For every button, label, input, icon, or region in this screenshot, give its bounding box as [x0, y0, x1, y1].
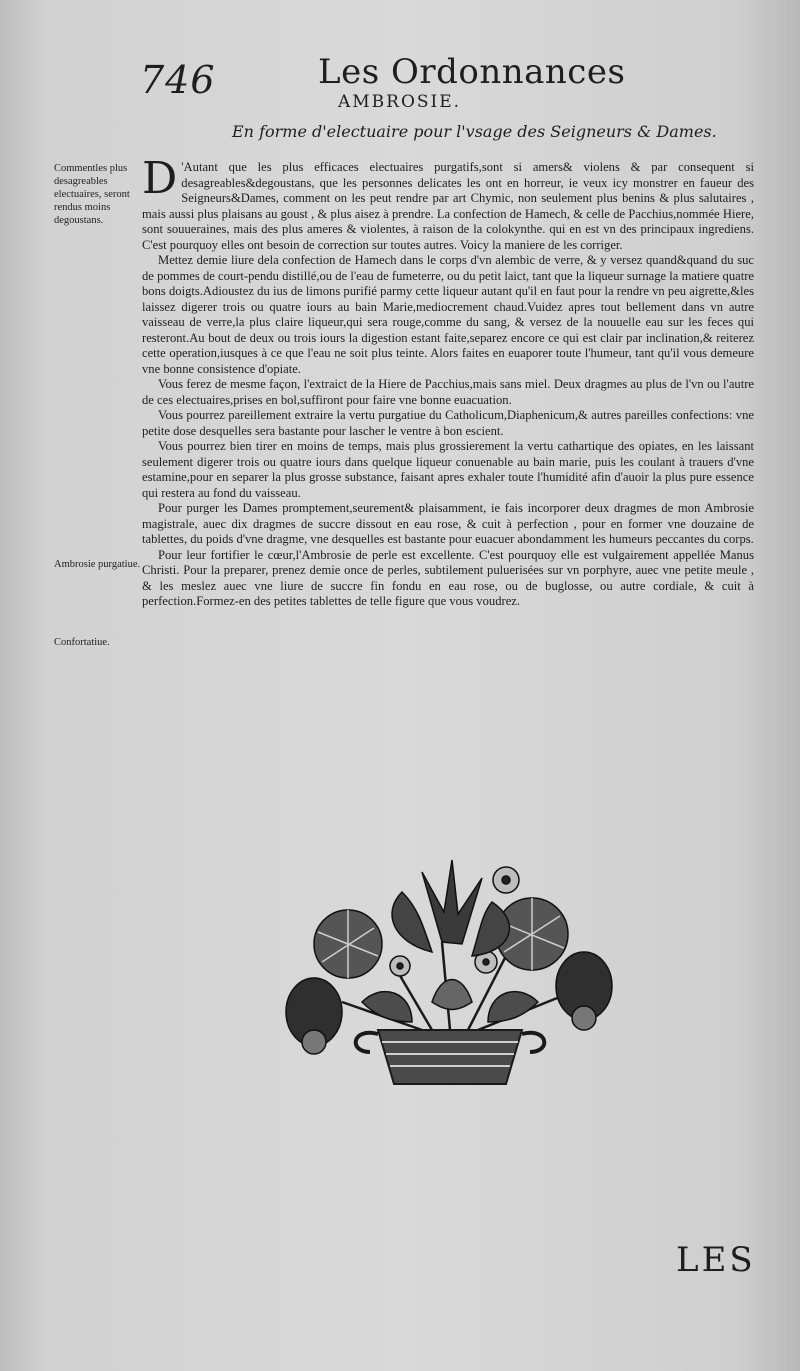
running-title: Les Ordonnances [318, 52, 626, 92]
flower-basket-vignette-icon [282, 852, 618, 1092]
page-number: 746 [140, 58, 216, 102]
margin-note-sweetening: Commentles plus desagreables electuaires, seront rendus moins degoustans. [54, 163, 130, 226]
section-title: AMBROSIE. [338, 92, 462, 112]
paragraph: Vous pourrez bien tirer en moins de temps, mais plus grossierement la vertu cathartique des opiates, en les laissant seulement digerer trois ou quatre iours dans quelque liqueur conuenable au bain marie, puis les coulant à trauers d'vne estamine,pour en separer la plus grosse substance, faisant apres exhaler toute l'humidité afin d'auoir la plus pure essence qui restera au fond du vaisseau. [142, 439, 754, 500]
paragraph: Pour purger les Dames promptement,seurement& plaisamment, ie fais incorporer deux dragmes de mon Ambrosie magistrale, auec dix dragmes de succre dissout en eau rose, & cuit à perfection , pour en former vne douzaine de tablettes, du poids d'vne dragme, vne desquelles est bastante pour euacuer abondamment les humeurs peccantes du corps. [142, 501, 754, 546]
margin-note-purgative: Ambrosie purgatiue. [54, 559, 141, 570]
section-subtitle: En forme d'electuaire pour l'vsage des Seigneurs & Dames. [232, 122, 717, 141]
paragraph: Mettez demie liure dela confection de Hamech dans le corps d'vn alembic de verre, & y versez quand&quand du suc de pommes de court-pendu distillé,ou de l'eau de fumeterre, ou du petit laict, tant que la liqueur surnage la matiere quatre bons doigts.Adioustez du ius de limons purifié parmy cette liqueur autant qu'il en faut pour la rendre vn peu aigrette,&les laissez digerer trois ou quatre iours au bain Marie,mediocrement chaud.Vuidez apres tout bellement dans vn autre vaisseau de verre,la plus claire liqueur,qui sera rouge,comme du sang, & versez de la nouuelle eau sur les feces qui resteront.Au bout de deux ou trois iours la digestion estant faite,separez encore ce qui est clair par inclination,& reiterez cette operation,iusques à ce que l'eau ne soit plus teinte. Alors faites en euaporer toute l'humeur, tant qu'il vous demeure vne bonne consistence d'opiate. [142, 253, 754, 376]
paragraph: Pour leur fortifier le cœur,l'Ambrosie de perle est excellente. C'est pourquoy elle est vulgairement appellée Manus Christi. Pour la preparer, prenez demie once de perles, subtilement puluerisées sur vn porphyre, auec vne petite meule , & les meslez auec vne liure de succre fin fondu en eau rose, ou de buglosse, ou autre cordiale, & cuit à perfection.Formez-en des petites tablettes de telle figure que vous voudrez. [142, 547, 754, 608]
paragraph-text: 'Autant que les plus efficaces electuaires purgatifs,sont si amers& violens & par consequent si desagreables&degoustans, que les personnes delicates les ont en horreur, ie veux icy monstrer en faueur des Seigneurs&Dames, comment on les peut rendre par art Chymic, non seulement plus benins & plus salutaires , mais aussi plus plaisans au goust , & plus aisez à prendre. La confection de Hamech, & celle de Pacchius,nommée Hiere, sont souueraines, mais des plus ameres & violentes, à raison de la colokynthe. qui en est vn des principaux ingrediens. C'est pourquoy elles ont besoin de correction sur toutes autres. Voicy la maniere de les corriger. [142, 160, 754, 252]
paragraph: Vous ferez de mesme façon, l'extraict de la Hiere de Pacchius,mais sans miel. Deux dragmes au plus de l'vn ou l'autre de ces electuaires,prises en bol,suffiront pour faire vne bonne euacuation. [142, 377, 754, 407]
body-text [142, 153, 754, 610]
drop-cap: D [142, 153, 178, 204]
margin-note-cordial: Confortatiue. [54, 637, 110, 648]
paragraph: Vous pourrez pareillement extraire la vertu purgatiue du Catholicum,Diaphenicum,& autres pareilles confections: vne petite dose desquelles sera bastante pour lascher le ventre à bon escient. [142, 408, 754, 438]
catchword: LES [676, 1240, 756, 1280]
paragraph [142, 153, 754, 253]
